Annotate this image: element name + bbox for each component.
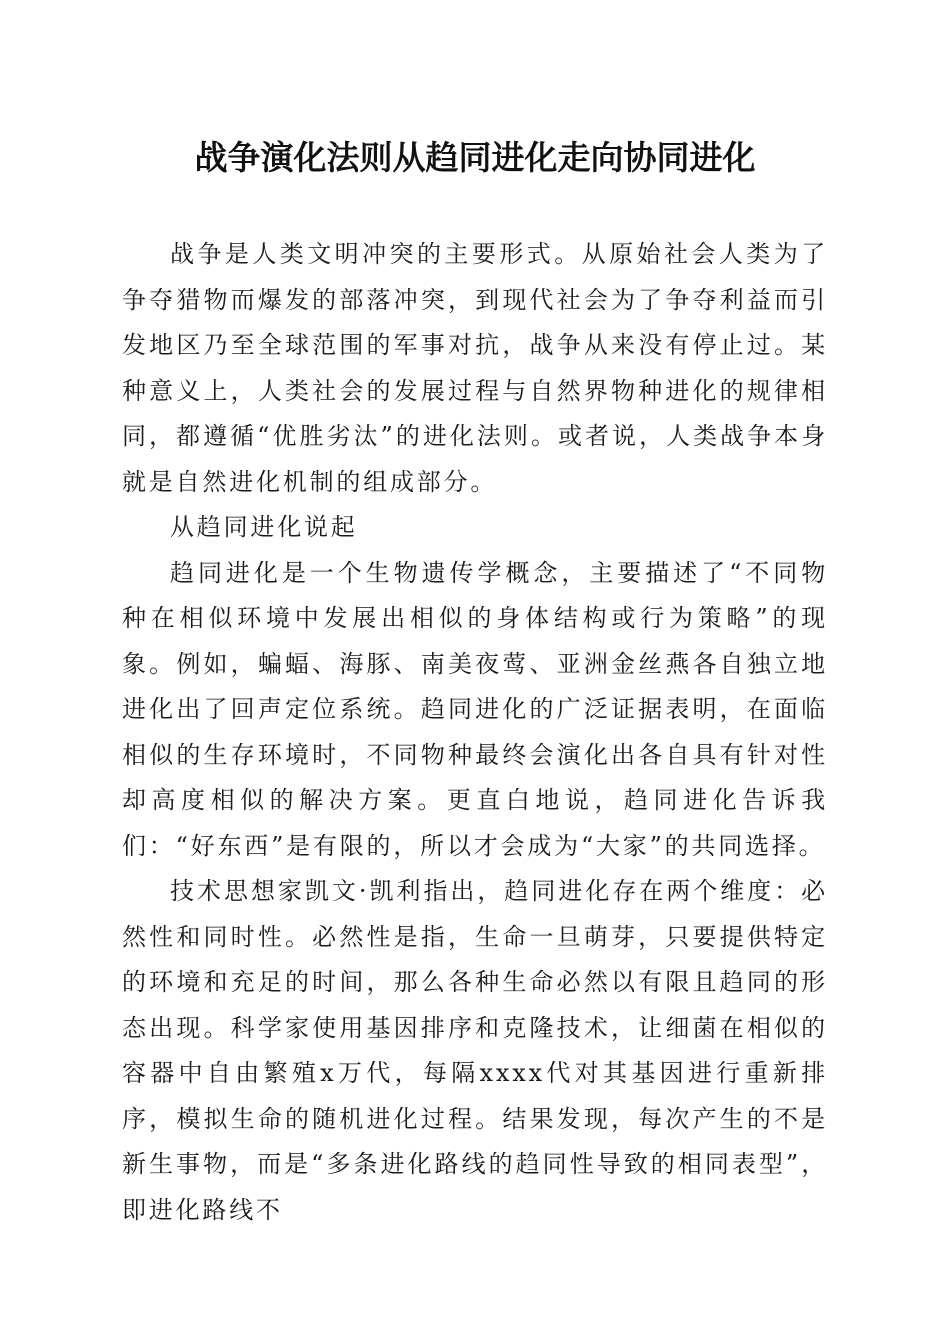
section-heading: 从趋同进化说起 — [170, 513, 358, 541]
document-body — [122, 232, 828, 1233]
document-title: 战争演化法则从趋同进化走向协同进化 — [194, 138, 756, 177]
paragraph-convergent-evolution: 趋同进化是一个生物遗传学概念，主要描述了“不同物种在相似环境中发展出相似的身体结构或行为策略”的现象。例如，蝙蝠、海豚、南美夜莺、亚洲金丝燕各自独立地进化出了回声定位系统。趋同进化的广泛证据表明，在面临相似的生存环境时，不同物种最终会演化出各自具有针对性却高度相似的解决方案。更直白地说，趋同进化告诉我们：“好东西”是有限的，所以才会成为“大家”的共同选择。 — [122, 558, 828, 860]
paragraph-kevin-kelly: 技术思想家凯文·凯利指出，趋同进化存在两个维度：必然性和同时性。必然性是指，生命一旦萌芽，只要提供特定的环境和充足的时间，那么各种生命必然以有限且趋同的形态出现。科学家使用基因排序和克隆技术，让细菌在相似的容器中自由繁殖x万代，每隔xxxx代对其基因进行重新排序，模拟生命的随机进化过程。结果发现，每次产生的不是新生事物，而是“多条进化路线的趋同性导致的相同表型”，即进化路线不 — [122, 877, 828, 1224]
paragraph-intro: 战争是人类文明冲突的主要形式。从原始社会人类为了争夺猎物而爆发的部落冲突，到现代社会为了争夺利益而引发地区乃至全球范围的军事对抗，战争从来没有停止过。某种意义上，人类社会的发展过程与自然界物种进化的规律相同，都遵循“优胜劣汰”的进化法则。或者说，人类战争本身就是自然进化机制的组成部分。 — [122, 240, 828, 496]
